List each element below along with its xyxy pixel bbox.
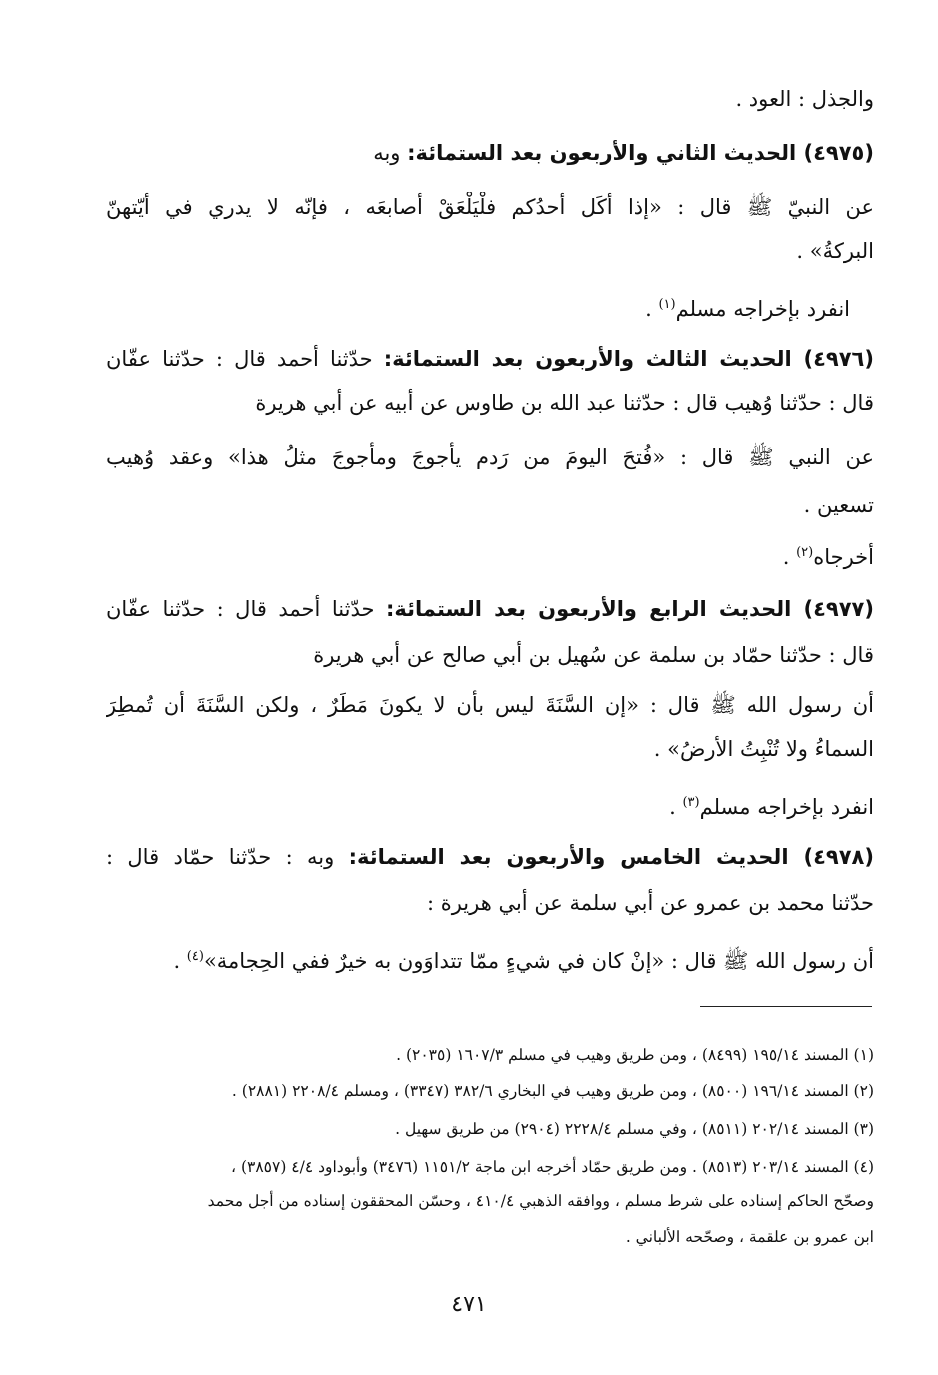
hadith-heading-title: (٤٩٧٧) الحديث الرابع والأربعون بعد الستمائة: bbox=[386, 597, 874, 621]
text-line: أن رسول الله ﷺ قال : «إن السَّنَةَ ليس بأن لا يكونَ مَطَرٌ ، ولكن السَّنَةَ أن تُمطِرَ bbox=[106, 693, 874, 717]
text-line: قال : حدّثنا وُهيب قال : حدّثنا عبد الله بن طاوس عن أبيه عن أبي هريرة bbox=[255, 391, 874, 415]
hadith-heading-chain: وبه : حدّثنا حمّاد قال : bbox=[106, 845, 349, 869]
takhrij-text: انفرد بإخراجه مسلم bbox=[699, 795, 874, 819]
text-line: حدّثنا محمد بن عمرو عن أبي سلمة عن أبي هريرة : bbox=[426, 891, 874, 915]
hadith-heading-title: (٤٩٧٥) الحديث الثاني والأربعون بعد الستمائة: bbox=[407, 141, 874, 165]
hadith-heading-4977 bbox=[106, 594, 874, 624]
footnote-2: (٢) المسند ١٩٦/١٤ (٨٥٠٠) ، ومن طريق وهيب في البخاري ٣٨٢/٦ (٣٣٤٧) ، ومسلم ٢٢٠٨/٤ (٢٨٨١) . bbox=[231, 1082, 874, 1100]
footnote-1: (١) المسند ١٩٥/١٤ (٨٤٩٩) ، ومن طريق وهيب في مسلم ١٦٠٧/٣ (٢٠٣٥) . bbox=[396, 1046, 874, 1064]
period: . bbox=[173, 949, 187, 973]
hadith-heading-chain: وبه bbox=[373, 141, 408, 165]
footnote-3: (٣) المسند ٢٠٢/١٤ (٨٥١١) ، وفي مسلم ٢٢٢٨/٤ (٢٩٠٤) من طريق سهيل . bbox=[395, 1120, 874, 1138]
hadith-heading-title: (٤٩٧٦) الحديث الثالث والأربعون بعد الستمائة: bbox=[383, 347, 874, 371]
text-line: والجذل : العود . bbox=[735, 87, 874, 111]
text-line: تسعين . bbox=[803, 493, 874, 517]
period: . bbox=[782, 545, 797, 569]
takhrij-text: أخرجاه bbox=[813, 545, 874, 569]
footnote-ref: (٣) bbox=[682, 795, 700, 810]
takhrij-line bbox=[106, 788, 874, 822]
text-line: قال : حدّثنا حمّاد بن سلمة عن سُهيل بن أبي صالح عن أبي هريرة bbox=[313, 643, 874, 667]
footnote-separator bbox=[700, 1006, 872, 1007]
period: . bbox=[645, 297, 659, 321]
text-line: السماءُ ولا تُنْبِتُ الأرضُ» . bbox=[653, 737, 874, 761]
period: . bbox=[669, 795, 683, 819]
hadith-heading-4976 bbox=[106, 344, 874, 374]
text-line: البركةُ» . bbox=[796, 239, 874, 263]
footnote-4-continued: ابن عمرو بن علقمة ، وصحّحه الألباني . bbox=[625, 1228, 874, 1246]
takhrij-line bbox=[106, 290, 850, 324]
takhrij-text: انفرد بإخراجه مسلم bbox=[675, 297, 850, 321]
footnote-ref: (٤) bbox=[186, 949, 204, 964]
footnote-ref: (١) bbox=[658, 297, 676, 312]
text-line: عن النبيّ ﷺ قال : «إذا أكَل أحدُكم فلْيَلْعَقْ أصابعَه ، فإنّه لا يدري في أيّتهنّ bbox=[106, 195, 874, 219]
page-number: ٤٧١ bbox=[451, 1292, 487, 1317]
hadith-heading-4975 bbox=[106, 138, 874, 168]
text-line bbox=[106, 942, 874, 976]
matn-text: أن رسول الله ﷺ قال : «إنْ كان في شيءٍ ممّا تتداوَون به خيرٌ ففي الحِجامة» bbox=[203, 949, 874, 973]
footnote-ref: (٢) bbox=[796, 545, 814, 560]
footnote-4: (٤) المسند ٢٠٣/١٤ (٨٥١٣) . ومن طريق حمّاد أخرجه ابن ماجة ١١٥١/٢ (٣٤٧٦) وأبوداود ٤/٤ (٣٨٥٧) ، bbox=[231, 1158, 874, 1176]
hadith-heading-4978 bbox=[106, 842, 874, 872]
hadith-heading-title: (٤٩٧٨) الحديث الخامس والأربعون بعد الستمائة: bbox=[348, 845, 874, 869]
takhrij-line bbox=[106, 538, 874, 572]
text-line: عن النبي ﷺ قال : «فُتحَ اليومَ من رَدم يأجوجَ ومأجوجَ مثلُ هذا» وعقد وُهيب bbox=[106, 445, 874, 469]
hadith-heading-chain: حدّثنا أحمد قال : حدّثنا عفّان bbox=[106, 347, 384, 371]
hadith-heading-chain: حدّثنا أحمد قال : حدّثنا عفّان bbox=[106, 597, 386, 621]
footnote-4-continued: وصحّح الحاكم إسناده على شرط مسلم ، ووافقه الذهبي ٤١٠/٤ ، وحسّن المحققون إسناده من أجل محمد bbox=[207, 1192, 874, 1210]
